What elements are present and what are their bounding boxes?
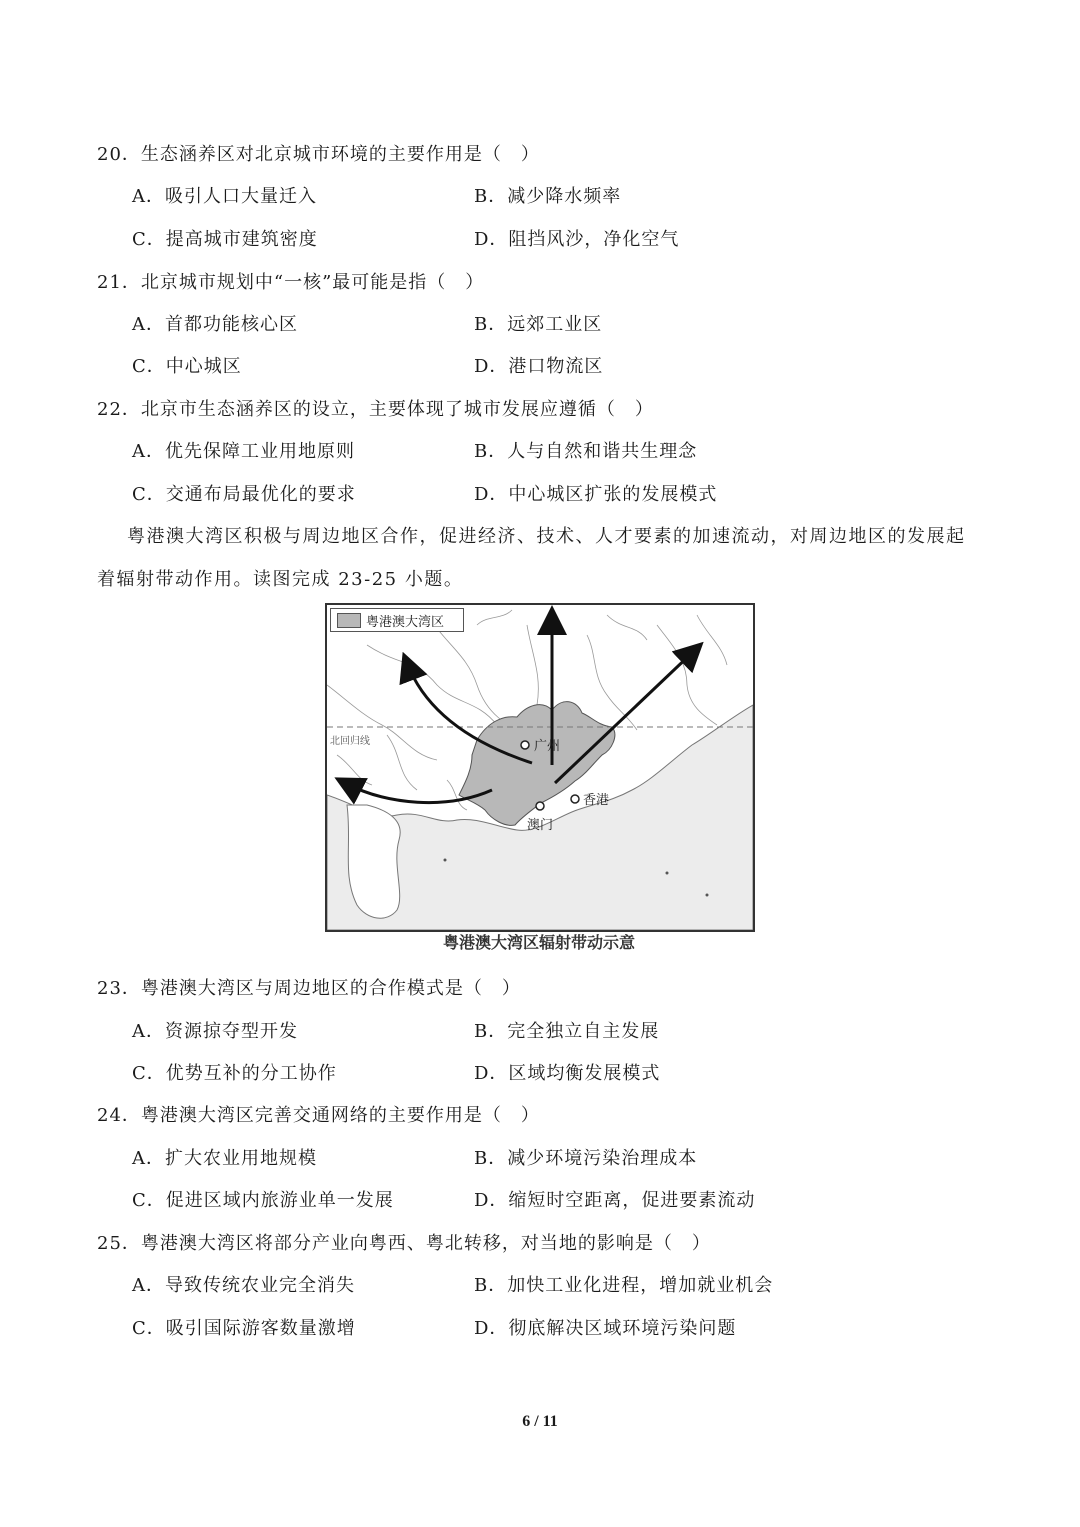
question-21-option-b[interactable]: B．远郊工业区: [474, 314, 603, 335]
question-23-option-b[interactable]: B．完全独立自主发展: [474, 1021, 660, 1042]
question-25-option-a[interactable]: A．导致传统农业完全消失: [132, 1275, 355, 1296]
legend-swatch: [337, 613, 361, 628]
question-25-option-c[interactable]: C．吸引国际游客数量激增: [132, 1318, 356, 1339]
macau-label: 澳门: [527, 818, 554, 833]
tropic-label: 北回归线: [330, 736, 370, 747]
hongkong-label: 香港: [583, 793, 610, 808]
guangzhou-label: 广州: [534, 739, 561, 754]
question-22-option-c[interactable]: C．交通布局最优化的要求: [132, 484, 356, 505]
hongkong-marker: [571, 795, 579, 803]
question-20-option-d[interactable]: D．阻挡风沙，净化空气: [474, 229, 680, 250]
question-21-option-a[interactable]: A．首都功能核心区: [132, 314, 298, 335]
page-number: 6 / 11: [522, 1413, 558, 1430]
question-22-stem: 22．北京市生态涵养区的设立，主要体现了城市发展应遵循（ ）: [97, 399, 654, 420]
question-25-option-d[interactable]: D．彻底解决区域环境污染问题: [474, 1318, 737, 1339]
intro-line-2: 着辐射带动作用。读图完成 23-25 小题。: [97, 569, 464, 590]
question-23-stem: 23．粤港澳大湾区与周边地区的合作模式是（ ）: [97, 978, 521, 999]
question-20-option-c[interactable]: C．提高城市建筑密度: [132, 229, 318, 250]
question-20-option-b[interactable]: B．减少降水频率: [474, 186, 622, 207]
question-24-stem: 24．粤港澳大湾区完善交通网络的主要作用是（ ）: [97, 1105, 540, 1126]
island-dot: [444, 859, 447, 862]
question-24-option-d[interactable]: D．缩短时空距离，促进要素流动: [474, 1190, 756, 1211]
question-22-option-b[interactable]: B．人与自然和谐共生理念: [474, 441, 698, 462]
map-canvas: [327, 605, 753, 930]
bay-area-map: [325, 603, 755, 932]
map-legend: [330, 608, 464, 632]
question-24-option-b[interactable]: B．减少环境污染治理成本: [474, 1148, 698, 1169]
figure-caption: 粤港澳大湾区辐射带动示意: [442, 933, 635, 952]
question-24-option-c[interactable]: C．促进区域内旅游业单一发展: [132, 1190, 394, 1211]
question-21-option-c[interactable]: C．中心城区: [132, 356, 242, 377]
question-20-option-a[interactable]: A．吸引人口大量迁入: [132, 186, 317, 207]
question-23-option-c[interactable]: C．优势互补的分工协作: [132, 1063, 337, 1084]
intro-line-1: 粤港澳大湾区积极与周边地区合作，促进经济、技术、人才要素的加速流动，对周边地区的发展起: [127, 526, 966, 547]
question-23-option-d[interactable]: D．区域均衡发展模式: [474, 1063, 661, 1084]
peninsula: [347, 805, 400, 918]
question-25-stem: 25．粤港澳大湾区将部分产业向粤西、粤北转移，对当地的影响是（ ）: [97, 1233, 711, 1254]
question-22-option-a[interactable]: A．优先保障工业用地原则: [132, 441, 355, 462]
legend-label: 粤港澳大湾区: [366, 614, 445, 630]
guangzhou-marker: [521, 741, 529, 749]
question-24-option-a[interactable]: A．扩大农业用地规模: [132, 1148, 317, 1169]
question-25-option-b[interactable]: B．加快工业化进程，增加就业机会: [474, 1275, 774, 1296]
question-22-option-d[interactable]: D．中心城区扩张的发展模式: [474, 484, 718, 505]
question-21-stem: 21．北京城市规划中“一核”最可能是指（ ）: [97, 272, 485, 293]
macau-marker: [536, 802, 544, 810]
question-21-option-d[interactable]: D．港口物流区: [474, 356, 604, 377]
question-23-option-a[interactable]: A．资源掠夺型开发: [132, 1021, 298, 1042]
question-20-stem: 20．生态涵养区对北京城市环境的主要作用是（ ）: [97, 144, 540, 165]
island-dot: [706, 894, 709, 897]
island-dot: [666, 872, 669, 875]
